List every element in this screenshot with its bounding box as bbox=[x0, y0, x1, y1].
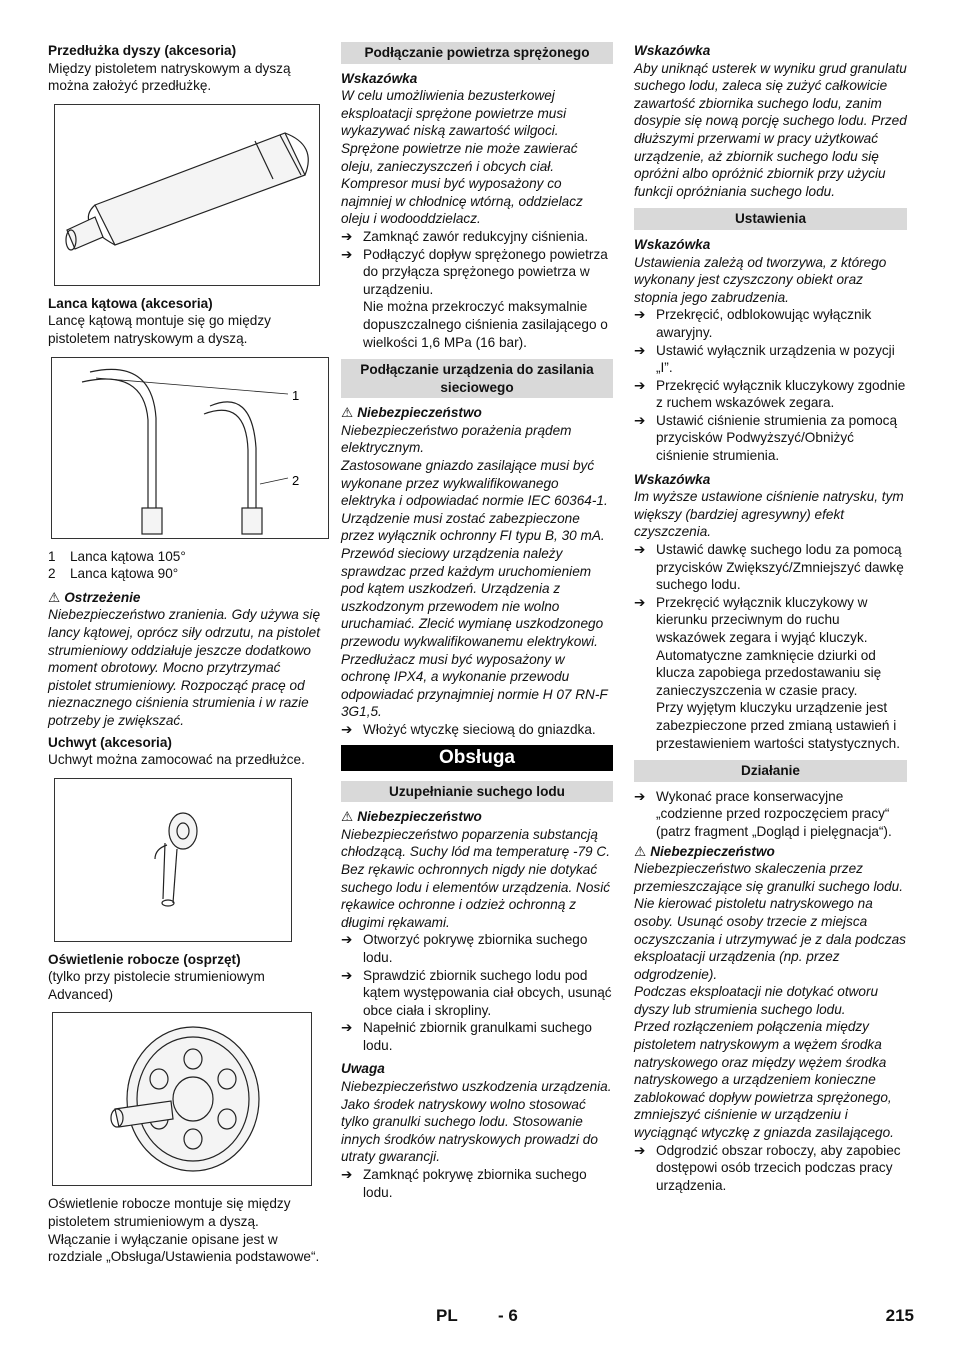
handle-illustration bbox=[55, 779, 291, 941]
note-text: W celu umożliwienia bezusterkowej eksploatacji sprężone powietrze musi wykazywać niską zawartość wilgoci. Sprężone powietrze nie może zawierać oleju, zanieczyszczeń i obcych ciał. bbox=[341, 88, 578, 174]
danger-heading: ⚠ Niebezpieczeństwo bbox=[634, 843, 775, 859]
instruction-step: ➔ Otworzyć pokrywę zbiornika suchego lodu. bbox=[341, 932, 588, 965]
column-3 bbox=[634, 42, 907, 1194]
arrow-right-icon: ➔ bbox=[341, 246, 353, 262]
paragraph: Uchwyt można zamocować na przedłużce. bbox=[48, 752, 305, 768]
arrow-right-icon: ➔ bbox=[634, 1142, 646, 1158]
paragraph: Między pistoletem natryskowym a dyszą można założyć przedłużkę. bbox=[48, 60, 291, 94]
arrow-right-icon: ➔ bbox=[634, 342, 646, 358]
step-detail: Przy wyjętym kluczyku urządzenie jest zabezpieczone przed zmianą ustawień i przestawieniem wartości statystycznych. bbox=[656, 700, 901, 751]
footer-section-page: - 6 bbox=[498, 1306, 518, 1325]
arrow-right-icon: ➔ bbox=[634, 377, 646, 393]
section-header-operation: Działanie bbox=[634, 760, 907, 782]
section-header-compressed-air: Podłączanie powietrza sprężonego bbox=[341, 42, 613, 64]
instruction-step: ➔ Przekręcić wyłącznik kluczykowy zgodnie z ruchem wskazówek zegara. bbox=[634, 377, 906, 411]
warning-heading: ⚠ Ostrzeżenie bbox=[48, 589, 141, 605]
instruction-step: ➔ Napełnić zbiornik granulkami suchego lodu. bbox=[341, 1020, 592, 1053]
instruction-step: ➔ Przekręcić wyłącznik kluczykowy w kierunku przeciwnym do ruchu wskazówek zegara i wyjąć kluczyk. bbox=[634, 594, 868, 645]
section-title: Oświetlenie robocze (osprzęt) bbox=[48, 951, 241, 967]
danger-text: Urządzenie musi zostać zabezpieczone przez wyłącznik ochronny FI typu B, 30 mA. bbox=[341, 510, 605, 544]
nozzle-extension-figure bbox=[54, 104, 320, 286]
note-heading: Wskazówka bbox=[634, 43, 711, 58]
legend-item: 2 Lanca kątowa 90° bbox=[48, 566, 179, 582]
column-2 bbox=[341, 42, 613, 1201]
caution-text: Niebezpieczeństwo uszkodzenia urządzenia. Jako środek natryskowy wolno stosować tylko granulki suchego lodu. Stosowanie innych środków natryskowych prowadzi do utraty gwarancji. bbox=[341, 1079, 612, 1165]
instruction-step: ➔ Zamknąć pokrywę zbiornika suchego lodu. bbox=[341, 1167, 587, 1200]
danger-text: Przedłużacz musi być wyposażony w ochronę IPX4, a wykonanie przewodu odpowiadać przynajmniej normie H 07 RN-F 3G1,5. bbox=[341, 651, 608, 720]
arrow-right-icon: ➔ bbox=[634, 542, 646, 558]
instruction-step: ➔ Sprawdzić zbiornik suchego lodu pod kątem występowania ciał obcych, usunąć obce ciała i skropliny. bbox=[341, 967, 612, 1018]
arrow-right-icon: ➔ bbox=[341, 721, 353, 737]
handle-figure bbox=[54, 778, 292, 942]
danger-heading: ⚠ Niebezpieczeństwo bbox=[341, 809, 482, 825]
danger-text: Zastosowane gniazdo zasilające musi być wykonane przez wykwalifikowanego elektryka i odpowiadać normie IEC 60364-1. bbox=[341, 458, 608, 509]
danger-heading: ⚠ Niebezpieczeństwo bbox=[341, 405, 482, 421]
figure-label-1: 1 bbox=[292, 387, 300, 403]
arrow-right-icon: ➔ bbox=[341, 228, 353, 244]
arrow-right-icon: ➔ bbox=[634, 307, 646, 323]
legend-item: 1 Lanca kątowa 105° bbox=[48, 548, 186, 564]
danger-text: Przewód sieciowy urządzenia należy sprawdzac przed każdym uruchomieniem pod kątem uszkodzeń. Urządzenia z uszkodzonym przewodem nie wolno uruchamiać. Zlecić wymianę uszkodzonego przewodu wykwalifikowanemu elektrykowi. bbox=[341, 546, 604, 649]
angled-lance-illustration bbox=[52, 358, 328, 538]
danger-text: Niebezpieczeństwo skaleczenia przez przemieszczające się granulki suchego lodu. Nie kierować pistoletu natryskowego na osoby. Usunąć osoby trzecie z miejsca oczyszczania i utrzymywać je z dala podczas eksploatacji urządzenia (np. przez odgrodzenie). bbox=[634, 861, 906, 982]
note-heading: Wskazówka bbox=[341, 70, 418, 86]
warning-triangle-icon: ⚠ bbox=[48, 589, 61, 605]
nozzle-extension-illustration bbox=[55, 105, 319, 285]
instruction-step: ➔ Ustawić ciśnienie strumienia za pomocą przycisków Podwyższyć/Obniżyć ciśnienie strumienia. bbox=[634, 412, 898, 464]
warning-triangle-icon: ⚠ bbox=[634, 843, 647, 859]
section-title: Przedłużka dyszy (akcesoria) bbox=[48, 43, 237, 58]
caution-heading: Uwaga bbox=[341, 1061, 385, 1077]
warning-text: Niebezpieczeństwo zranienia. Gdy używa się lancy kątowej, oprócz siły odrzutu, na pistolet strumieniowy oddziałuje jeszcze dodatkowo moment obrotowy. Mocno przytrzymać pistolet strumieniowy. Rozpocząć pracę od nieznacznego ciśnienia strumienia i w razie potrzeby je zwiększać. bbox=[48, 607, 321, 728]
instruction-step: ➔ Wykonać prace konserwacyjne „codzienne przed rozpoczęciem pracy“ (patrz fragment „Dogląd i pielęgnacja“). bbox=[634, 788, 892, 839]
column-1 bbox=[48, 42, 322, 1266]
instruction-step: ➔ Odgrodzić obszar roboczy, aby zapobiec dostępowi osób trzecich podczas pracy urządzenia. bbox=[634, 1142, 901, 1193]
paragraph: Lancę kątową montuje się go między pistoletem natryskowym a dyszą. bbox=[48, 313, 271, 346]
arrow-right-icon: ➔ bbox=[341, 932, 353, 948]
note-text: Aby uniknąć usterek w wyniku grud granulatu suchego lodu, zaleca się zużyć całkowicie zawartość zbiornika suchego lodu, zanim dosypie się nową porcję suchego lodu. Przed dłuższymi przerwami w pracy użytkować urządzenie, aż zbiornik suchego lodu się opróżni albo opróżnić zbiornik przy użyciu funkcji opróżniania suchego lodu. bbox=[634, 60, 907, 199]
note-heading: Wskazówka bbox=[634, 236, 711, 252]
note-text: Ustawienia zależą od tworzywa, z którego wykonany jest czyszczony obiekt oraz stopnia jego zabrudzenia. bbox=[634, 254, 887, 305]
instruction-step: ➔ Ustawić wyłącznik urządzenia w pozycji „I”. bbox=[634, 342, 895, 376]
arrow-right-icon: ➔ bbox=[341, 1167, 353, 1183]
note-text: Kompresor musi być wyposażony co najmniej w chłodnicę wtórną, oddzielacz oleju i wodooddzielacz. bbox=[341, 176, 583, 227]
warning-triangle-icon: ⚠ bbox=[341, 809, 354, 825]
instruction-step: ➔ Zamknąć zawór redukcyjny ciśnienia. bbox=[341, 228, 589, 244]
arrow-right-icon: ➔ bbox=[341, 967, 353, 983]
arrow-right-icon: ➔ bbox=[634, 594, 646, 610]
danger-text: Niebezpieczeństwo poparzenia substancją chłodzącą. Suchy lód ma temperaturę -79 C. Bez rękawic ochronnych nigdy nie dotykać suchego lodu i elementów urządzenia. Nosić rękawice ochronne i odzież ochronną z długimi rękawami. bbox=[341, 826, 611, 930]
figure-label-2: 2 bbox=[292, 472, 300, 488]
chapter-header-operation: Obsługa bbox=[341, 745, 613, 771]
work-light-figure bbox=[52, 1012, 312, 1186]
section-header-dry-ice: Uzupełnianie suchego lodu bbox=[341, 781, 613, 803]
section-header-settings: Ustawienia bbox=[634, 208, 907, 230]
warning-triangle-icon: ⚠ bbox=[341, 405, 354, 421]
note-heading: Wskazówka bbox=[634, 471, 711, 487]
footer-language: PL bbox=[436, 1306, 458, 1325]
paragraph: Oświetlenie robocze montuje się między pistoletem strumieniowym a dyszą. Włączanie i wyłączanie opisane jest w rozdziale „Obsługa/Ustawienia podstawowe“. bbox=[48, 1196, 320, 1265]
arrow-right-icon: ➔ bbox=[634, 412, 646, 428]
section-header-mains: Podłączanie urządzenia do zasilania sieciowego bbox=[341, 359, 613, 398]
section-title: Lanca kątowa (akcesoria) bbox=[48, 295, 213, 311]
danger-text: Niebezpieczeństwo porażenia prądem elektrycznym. bbox=[341, 422, 572, 456]
instruction-step: ➔ Ustawić dawkę suchego lodu za pomocą przycisków Zwiększyć/Zmniejszyć dawkę suchego lodu. bbox=[634, 542, 904, 593]
angled-lance-figure bbox=[51, 357, 329, 539]
step-detail: Nie można przekroczyć maksymalnie dopuszczalnego ciśnienia zasilającego o wielkości 1,6 MPa (16 bar). bbox=[363, 299, 608, 350]
work-light-illustration bbox=[53, 1013, 311, 1185]
footer-page-number: 215 bbox=[885, 1306, 914, 1325]
instruction-step: ➔ Podłączyć dopływ sprężonego powietrza do przyłącza sprężonego powietrza w urządzeniu. bbox=[341, 246, 608, 297]
danger-text: Przed rozłączeniem połączenia między pistoletem natryskowym a wężem środka natryskowego oraz między wężem środka natryskowego a urządzeniem konieczne zablokować dopływ powietrza sprężonego, zmniejszyć ciśnienie w urządzeniu i wyciągnąć wtyczkę z gniazda zasilającego. bbox=[634, 1019, 894, 1141]
step-detail: Automatyczne zamknięcie dziurki od klucza zapobiega przedostawaniu się zanieczyszczenia w czasie pracy. bbox=[656, 647, 882, 698]
note-text: Im wyższe ustawione ciśnienie natrysku, tym większy (bardziej agresywny) efekt czyszczenia. bbox=[634, 489, 904, 540]
instruction-step: ➔ Przekręcić, odblokowując wyłącznik awaryjny. bbox=[634, 307, 872, 340]
danger-text: Podczas eksploatacji nie dotykać otworu dyszy lub strumienia suchego lodu. bbox=[634, 984, 879, 1017]
arrow-right-icon: ➔ bbox=[341, 1020, 353, 1036]
arrow-right-icon: ➔ bbox=[634, 788, 646, 804]
section-title: Uchwyt (akcesoria) bbox=[48, 734, 172, 750]
instruction-step: ➔ Włożyć wtyczkę sieciową do gniazdka. bbox=[341, 721, 596, 737]
paragraph: (tylko przy pistolecie strumieniowym Advanced) bbox=[48, 969, 265, 1002]
